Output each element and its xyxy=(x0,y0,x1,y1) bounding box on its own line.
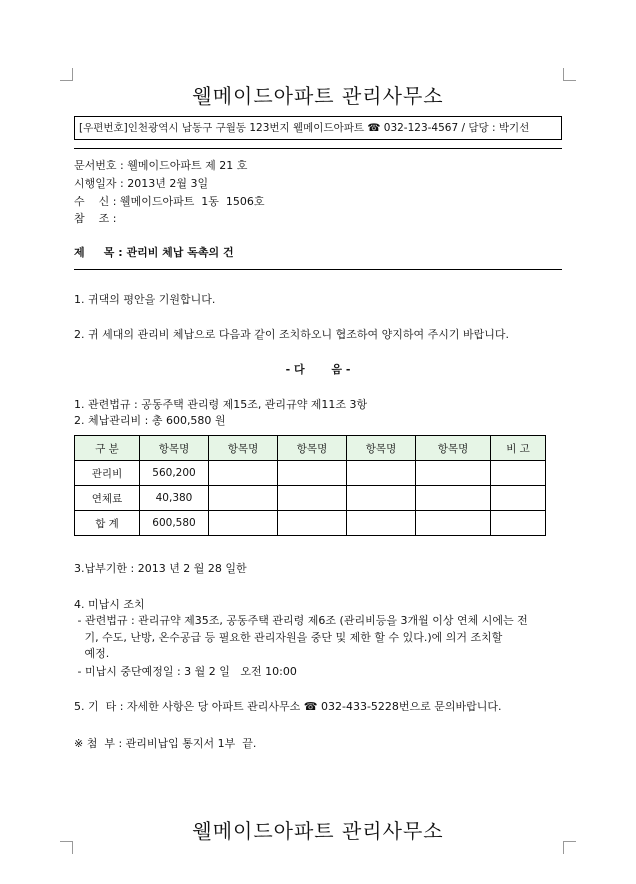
table-cell xyxy=(416,486,491,511)
table-header-cell: 구 분 xyxy=(75,436,140,461)
table-cell xyxy=(278,511,347,536)
subject: 제 목 : 관리비 체납 독촉의 건 xyxy=(74,246,234,259)
item-4-line: - 관련법규 : 관리규약 제35조, 공동주택 관리령 제6조 (관리비등을 3개월 이상 연체 시에는 전 xyxy=(74,614,528,627)
table-cell: 560,200 xyxy=(140,461,209,486)
table-header-cell: 항목명 xyxy=(278,436,347,461)
item-5: 5. 기 타 : 자세한 사항은 당 아파트 관리사무소 ☎ 032-433-5228번으로 문의바랍니다. xyxy=(74,700,502,713)
reference: 참 조 : xyxy=(74,212,117,225)
table-header-cell: 비 고 xyxy=(491,436,546,461)
footer-title: 웰메이드아파트 관리사무소 xyxy=(192,819,444,843)
header-title: 웰메이드아파트 관리사무소 xyxy=(192,84,444,108)
table-cell xyxy=(347,461,416,486)
table-cell xyxy=(209,486,278,511)
table-cell: 합 계 xyxy=(75,511,140,536)
address-line: [우편번호]인천광역시 남동구 구월동 123번지 웰메이드아파트 ☎ 032-123-4567 / 담당 : 박기선 xyxy=(74,116,562,140)
recipient: 수 신 : 웰메이드아파트 1동 1506호 xyxy=(74,195,265,208)
table-cell xyxy=(278,461,347,486)
table-cell: 관리비 xyxy=(75,461,140,486)
table-header-cell: 항목명 xyxy=(416,436,491,461)
item-4-title: 4. 미납시 조치 xyxy=(74,598,145,611)
item-4-line: 예정. xyxy=(74,647,110,660)
table-cell: 40,380 xyxy=(140,486,209,511)
table-header-cell: 항목명 xyxy=(209,436,278,461)
table-cell xyxy=(491,461,546,486)
item-4-line: - 미납시 중단예정일 : 3 월 2 일 오전 10:00 xyxy=(74,665,297,678)
table-cell xyxy=(416,461,491,486)
divider xyxy=(74,269,562,270)
table-header-row xyxy=(75,436,546,461)
table-cell xyxy=(416,511,491,536)
paragraph-1: 1. 귀댁의 평안을 기원합니다. xyxy=(74,293,216,306)
table-cell xyxy=(347,486,416,511)
table-row xyxy=(75,461,546,486)
divider xyxy=(74,148,562,149)
item-4-line: 기, 수도, 난방, 온수공급 등 필요한 관리자원을 중단 및 제한 할 수 있다.)에 의거 조치할 xyxy=(74,631,503,644)
arrears-table xyxy=(74,435,546,536)
table-cell: 600,580 xyxy=(140,511,209,536)
issue-date: 시행일자 : 2013년 2월 3일 xyxy=(74,177,209,190)
table-cell xyxy=(347,511,416,536)
table-row xyxy=(75,511,546,536)
table-header-cell: 항목명 xyxy=(347,436,416,461)
table-cell xyxy=(278,486,347,511)
table-cell xyxy=(209,461,278,486)
item-2: 2. 체납관리비 : 총 600,580 원 xyxy=(74,414,226,427)
table-cell xyxy=(491,511,546,536)
attachment: ※ 첨 부 : 관리비납입 통지서 1부 끝. xyxy=(74,737,257,750)
paragraph-2: 2. 귀 세대의 관리비 체납으로 다음과 같이 조치하오니 협조하여 양지하여 주시기 바랍니다. xyxy=(74,328,509,341)
table-cell xyxy=(209,511,278,536)
table-header-cell: 항목명 xyxy=(140,436,209,461)
table-row xyxy=(75,486,546,511)
item-1: 1. 관련법규 : 공동주택 관리령 제15조, 관리규약 제11조 3항 xyxy=(74,398,368,411)
center-mark: - 다 음 - xyxy=(285,363,351,376)
table-cell: 연체료 xyxy=(75,486,140,511)
doc-number: 문서번호 : 웰메이드아파트 제 21 호 xyxy=(74,159,248,172)
table-cell xyxy=(491,486,546,511)
item-3: 3.납부기한 : 2013 년 2 월 28 일한 xyxy=(74,562,247,575)
